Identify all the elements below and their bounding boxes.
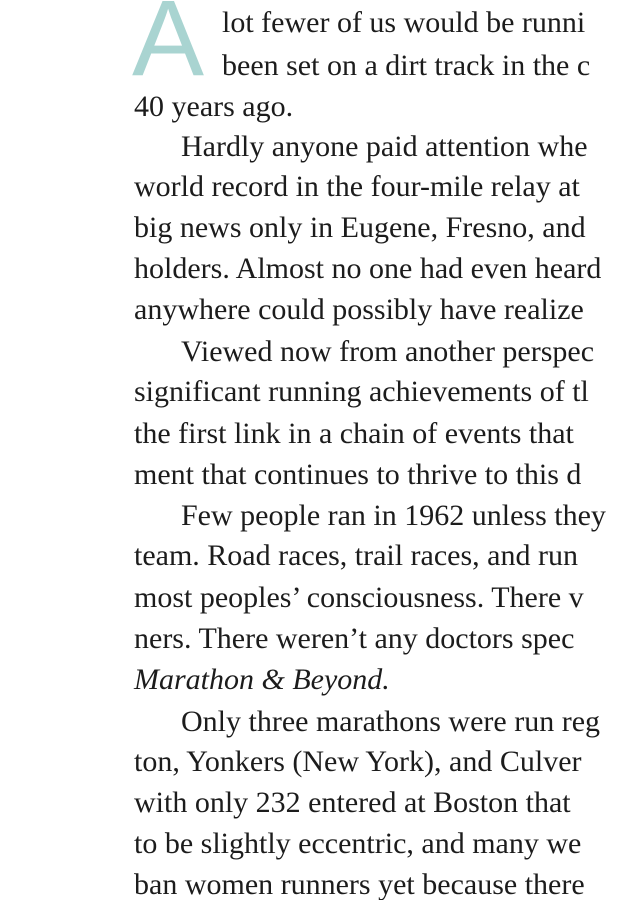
text-line: big news only in Eugene, Fresno, and [134,211,586,244]
text-line: significant running achievements of tl [134,375,589,408]
paragraph-start-line: Only three marathons were run reg [181,705,601,738]
text-line: ton, Yonkers (New York), and Culver [134,745,582,778]
magazine-title-italic: Marathon & Beyond. [134,663,390,696]
text-line: the first link in a chain of events that [134,417,574,450]
text-line: with only 232 entered at Boston that [134,786,571,819]
drop-cap-letter: A [132,0,205,98]
text-line: been set on a dirt track in the c [222,49,591,82]
text-line: world record in the four-mile relay at [134,170,580,203]
paragraph-start-line: Viewed now from another perspec [181,335,595,368]
text-line: ment that continues to thrive to this d [134,458,582,491]
paragraph-start-line: Few people ran in 1962 unless they [181,499,606,532]
text-line: ners. There weren’t any doctors spec [134,622,575,655]
text-line: lot fewer of us would be runni [222,6,586,39]
text-line: team. Road races, trail races, and run [134,539,578,572]
text-line: most peoples’ consciousness. There v [134,581,584,614]
text-line: holders. Almost no one had even heard [134,252,602,285]
text-line: 40 years ago. [134,90,294,123]
text-line: anywhere could possibly have realize [134,293,584,326]
text-line: to be slightly eccentric, and many we [134,827,582,860]
text-line: ban women runners yet because there [134,868,585,900]
paragraph-start-line: Hardly anyone paid attention whe [181,130,588,163]
